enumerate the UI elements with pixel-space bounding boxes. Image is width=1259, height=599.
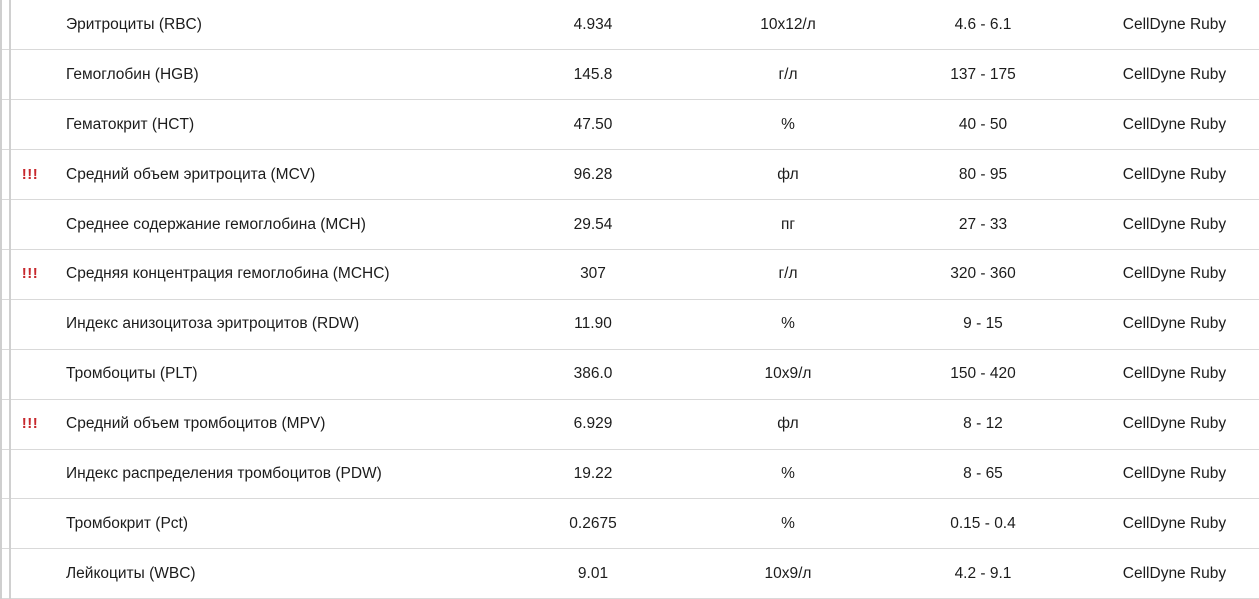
analyte-name: Индекс анизоцитоза эритроцитов (RDW)	[66, 315, 360, 333]
result-value: 96.28	[488, 150, 698, 200]
table-row[interactable]	[1, 150, 1259, 200]
reference-range: 4.6 - 6.1	[878, 0, 1088, 50]
analyzer-device: CellDyne Ruby	[1088, 299, 1259, 349]
reference-range: 9 - 15	[878, 299, 1088, 349]
result-value: 9.01	[488, 549, 698, 599]
result-value: 47.50	[488, 100, 698, 150]
analyte-name-cell	[58, 249, 488, 299]
analyzer-device: CellDyne Ruby	[1088, 399, 1259, 449]
analyzer-device: CellDyne Ruby	[1088, 349, 1259, 399]
reference-range: 4.2 - 9.1	[878, 549, 1088, 599]
result-value: 4.934	[488, 0, 698, 50]
result-units: %	[698, 100, 878, 150]
result-value: 145.8	[488, 50, 698, 100]
lab-results-body	[1, 0, 1259, 599]
analyte-name: Индекс распределения тромбоцитов (PDW)	[66, 464, 382, 482]
result-units: г/л	[698, 50, 878, 100]
result-units: 10x12/л	[698, 0, 878, 50]
analyte-name-cell	[58, 549, 488, 599]
abnormal-flag-icon: !!!	[21, 265, 39, 283]
analyte-name-cell	[58, 299, 488, 349]
reference-range: 320 - 360	[878, 249, 1088, 299]
analyzer-device: CellDyne Ruby	[1088, 549, 1259, 599]
table-row[interactable]	[1, 499, 1259, 549]
analyte-name-cell	[58, 449, 488, 499]
analyte-name-cell	[58, 100, 488, 150]
analyzer-device: CellDyne Ruby	[1088, 449, 1259, 499]
table-row[interactable]	[1, 399, 1259, 449]
analyte-name: Среднее содержание гемоглобина (MCH)	[66, 215, 366, 233]
analyte-name: Средний объем тромбоцитов (MPV)	[66, 415, 326, 433]
result-value: 19.22	[488, 449, 698, 499]
analyzer-device: CellDyne Ruby	[1088, 249, 1259, 299]
table-row[interactable]	[1, 100, 1259, 150]
result-value: 386.0	[488, 349, 698, 399]
reference-range: 27 - 33	[878, 200, 1088, 250]
reference-range: 80 - 95	[878, 150, 1088, 200]
result-units: г/л	[698, 249, 878, 299]
analyte-name-cell	[58, 399, 488, 449]
analyte-name-cell	[58, 50, 488, 100]
reference-range: 150 - 420	[878, 349, 1088, 399]
reference-range: 137 - 175	[878, 50, 1088, 100]
analyte-name: Лейкоциты (WBC)	[66, 564, 196, 582]
result-units: %	[698, 299, 878, 349]
analyte-name-cell	[58, 200, 488, 250]
abnormal-flag-icon: !!!	[21, 415, 39, 433]
result-units: 10x9/л	[698, 549, 878, 599]
table-row[interactable]	[1, 299, 1259, 349]
result-value: 11.90	[488, 299, 698, 349]
analyzer-device: CellDyne Ruby	[1088, 50, 1259, 100]
table-row[interactable]	[1, 50, 1259, 100]
analyte-name: Гематокрит (HCT)	[66, 115, 195, 133]
analyte-name: Средняя концентрация гемоглобина (MCHC)	[66, 265, 390, 283]
analyte-name-cell	[58, 349, 488, 399]
analyzer-device: CellDyne Ruby	[1088, 100, 1259, 150]
result-units: фл	[698, 399, 878, 449]
table-row[interactable]	[1, 0, 1259, 50]
analyte-name-cell	[58, 499, 488, 549]
analyzer-device: CellDyne Ruby	[1088, 0, 1259, 50]
result-value: 29.54	[488, 200, 698, 250]
reference-range: 0.15 - 0.4	[878, 499, 1088, 549]
result-value: 307	[488, 249, 698, 299]
analyte-name: Тромбокрит (Pct)	[66, 514, 189, 532]
result-value: 0.2675	[488, 499, 698, 549]
result-units: 10x9/л	[698, 349, 878, 399]
table-left-rule	[9, 0, 11, 599]
analyte-name: Средний объем эритроцита (MCV)	[66, 165, 316, 183]
table-row[interactable]	[1, 549, 1259, 599]
analyzer-device: CellDyne Ruby	[1088, 499, 1259, 549]
reference-range: 8 - 12	[878, 399, 1088, 449]
result-units: %	[698, 499, 878, 549]
result-units: пг	[698, 200, 878, 250]
analyte-name: Гемоглобин (HGB)	[66, 65, 199, 83]
result-units: %	[698, 449, 878, 499]
table-row[interactable]	[1, 449, 1259, 499]
analyzer-device: CellDyne Ruby	[1088, 200, 1259, 250]
analyte-name-cell	[58, 150, 488, 200]
analyte-name: Эритроциты (RBC)	[66, 15, 202, 33]
analyzer-device: CellDyne Ruby	[1088, 150, 1259, 200]
result-units: фл	[698, 150, 878, 200]
result-value: 6.929	[488, 399, 698, 449]
table-row[interactable]	[1, 200, 1259, 250]
analyte-name-cell	[58, 0, 488, 50]
table-row[interactable]	[1, 349, 1259, 399]
analyte-name: Тромбоциты (PLT)	[66, 365, 198, 383]
reference-range: 8 - 65	[878, 449, 1088, 499]
abnormal-flag-icon: !!!	[21, 165, 39, 183]
reference-range: 40 - 50	[878, 100, 1088, 150]
table-row[interactable]	[1, 249, 1259, 299]
